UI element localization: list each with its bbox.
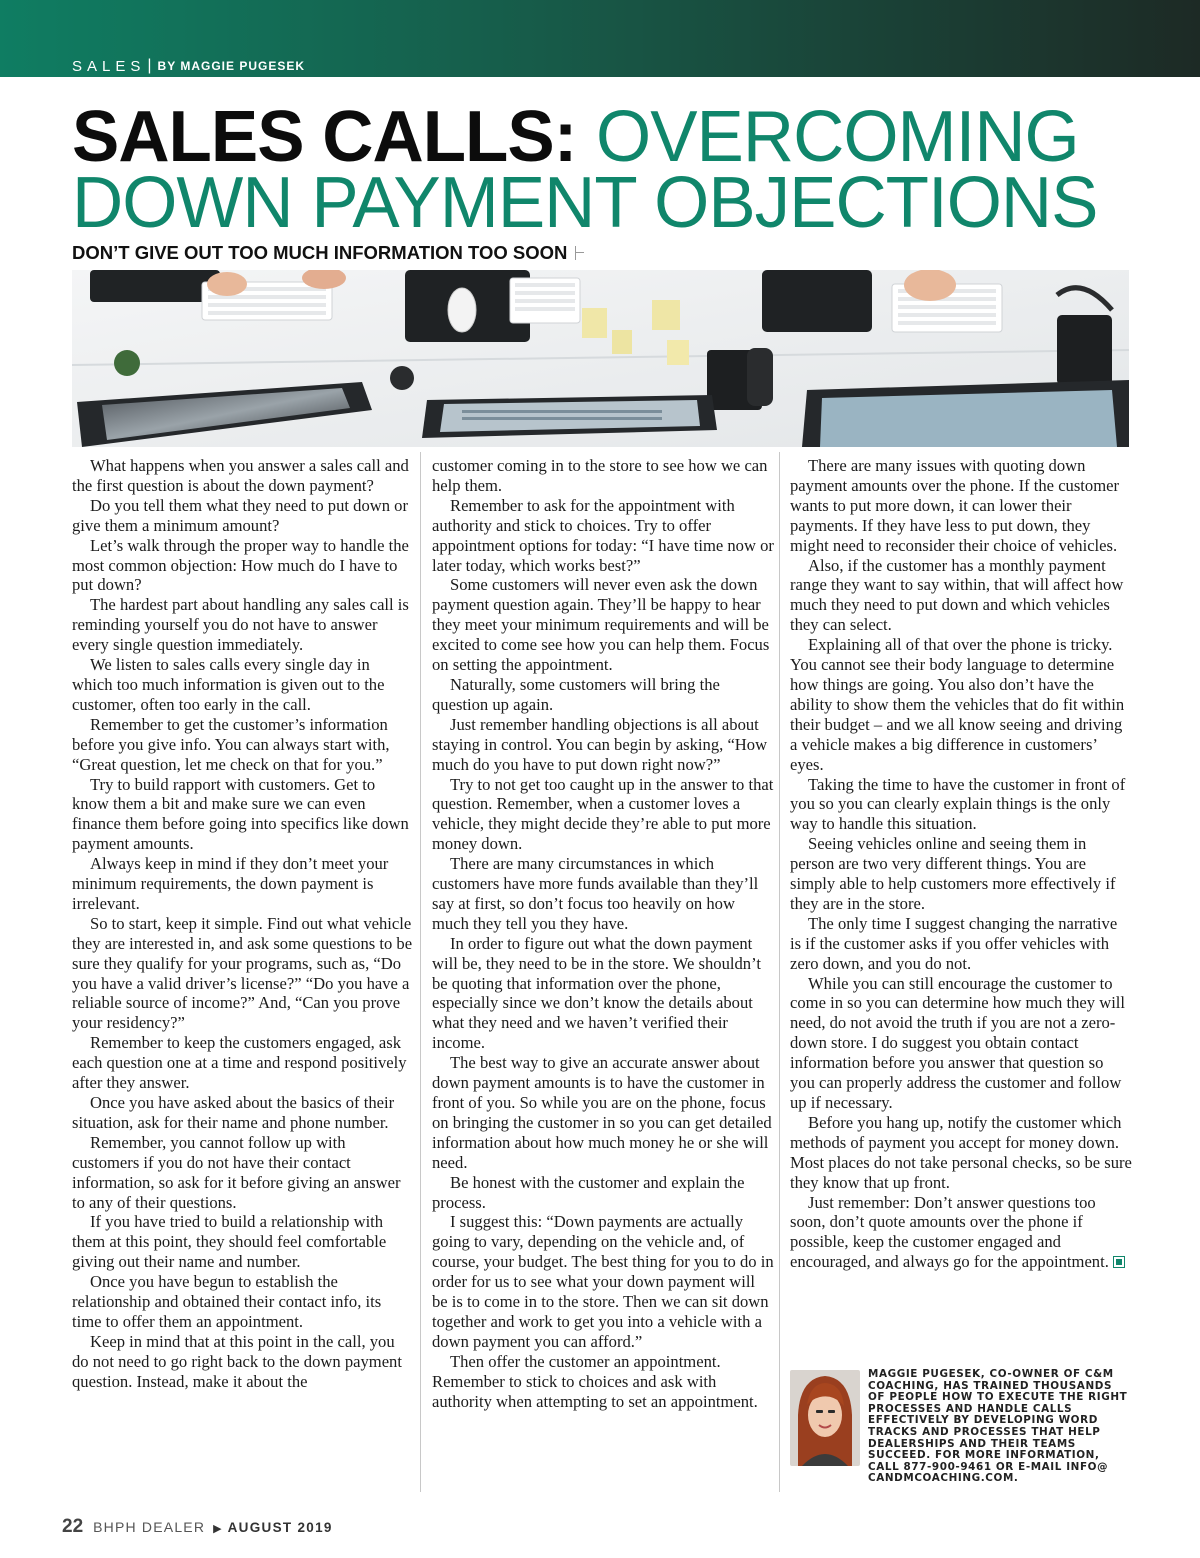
paragraph: If you have tried to build a relationship with them at this point, they should feel comfortable giving out their name and number.	[72, 1212, 387, 1272]
chevron-right-icon: ▶	[213, 1523, 222, 1535]
paragraph: While you can still encourage the customer to come in so you can determine how much they will need, do not avoid the truth if you are not a zero-down store. I do suggest you obtain contact information before you answer that question so you can properly address the customer and follow up if necessary.	[790, 973, 1126, 1112]
magazine-name: BHPH DEALER	[93, 1519, 206, 1535]
paragraph: What happens when you answer a sales call and the first question is about the down payment?	[72, 456, 409, 495]
paragraph: Remember to get the customer’s information before you give info. You can always start with, “Great question, let me check on that for you.”	[72, 714, 390, 774]
paragraph: Naturally, some customers will bring the question up again.	[432, 674, 720, 714]
article-column-1	[72, 456, 414, 1392]
article-subhead	[72, 242, 586, 264]
title-green: OVERCOMING	[596, 97, 1079, 177]
paragraph: Taking the time to have the customer in front of you so you can clearly explain things is the only way to handle this situation.	[790, 774, 1126, 834]
subhead-text: DON’T GIVE OUT TOO MUCH INFORMATION TOO SOON	[72, 242, 568, 263]
section-label	[72, 57, 305, 75]
issue-date: AUGUST 2019	[227, 1520, 333, 1535]
paragraph: So to start, keep it simple. Find out what vehicle they are interested in, and ask some questions to be sure they qualify for your programs, such as, “Do you have a valid driver’s license?” “Do you have a reliable source of income?” And, “Can you prove your residency?”	[72, 913, 413, 1033]
paragraph: The best way to give an accurate answer about down payment amounts is to have the customer in front of you. So while you are on the phone, focus on bringing the customer in so you can get detailed information about how much money he or she will need.	[432, 1053, 772, 1172]
paragraph: There are many issues with quoting down payment amounts over the phone. If the customer wants to put more down, it can lower their payments. If they have less to put down, they might need to reconsider their choice of vehicles.	[790, 456, 1120, 555]
column-rule	[420, 452, 421, 1492]
title-bold: SALES CALLS:	[72, 97, 577, 177]
page-footer	[62, 1516, 333, 1538]
paragraph: Always keep in mind if they don’t meet your minimum requirements, the down payment is irrelevant.	[72, 854, 389, 913]
paragraph: Let’s walk through the proper way to handle the most common objection: How much do I have to put down?	[72, 535, 409, 595]
title-line2: DOWN PAYMENT OBJECTIONS	[72, 163, 1098, 243]
paragraph: Keep in mind that at this point in the call, you do not need to go right back to the down payment question. Instead, make it about the	[72, 1331, 402, 1391]
paragraph: I suggest this: “Down payments are actually going to vary, depending on the vehicle and, of course, your budget. The best thing for you to do in order for us to see what your down payment will be is to come in to the store. Then we can sit down together and work to get you into a vehicle with a down payment you can afford.”	[432, 1212, 774, 1351]
paragraph: Remember, you cannot follow up with customers if you do not have their contact information, so ask for it before giving an answer to any of their questions.	[72, 1132, 401, 1212]
author-headshot	[790, 1370, 860, 1466]
paragraph: Explaining all of that over the phone is tricky. You cannot see their body language to determine how things are going. You also don’t have the ability to show them the vehicles that do fit within their budget – and we all know seeing and driving a vehicle makes a big difference in customers’ eyes.	[790, 635, 1125, 774]
byline: BY MAGGIE PUGESEK	[157, 59, 306, 73]
paragraph: Be honest with the customer and explain the process.	[432, 1172, 745, 1212]
paragraph: The only time I suggest changing the narrative is if the customer asks if you offer vehicles with zero down, and you do not.	[790, 913, 1118, 973]
paragraph-continued: customer coming in to the store to see how we can help them.	[432, 456, 768, 495]
paragraph: There are many circumstances in which customers have more funds available than they’ll say at first, so don’t focus too heavily on how much they tell you they have.	[432, 854, 759, 933]
office-desks-photo	[72, 270, 1129, 447]
paragraph: We listen to sales calls every single day in which too much information is given out to the customer, often too early in the call.	[72, 655, 385, 714]
paragraph-final	[790, 1193, 1132, 1273]
paragraph: Some customers will never even ask the down payment question again. They’ll be happy to hear they meet your minimum requirements and will be excited to come see how you can help them. Focus on setting the appointment.	[432, 575, 770, 675]
article-title	[72, 97, 1098, 243]
end-mark-icon	[1113, 1256, 1125, 1268]
paragraph: Once you have asked about the basics of their situation, ask for their name and phone number.	[72, 1093, 395, 1132]
paragraph: Seeing vehicles online and seeing them in person are two very different things. You are simply able to help customers more effectively if they are in the store.	[790, 834, 1116, 913]
paragraph: Before you hang up, notify the customer which methods of payment you accept for money down. Most places do not take personal checks, so be sure they know that up front.	[790, 1112, 1132, 1192]
author-portrait-icon	[790, 1370, 860, 1466]
paragraph: Once you have begun to establish the relationship and obtained their contact info, its time to offer them an appointment.	[72, 1272, 382, 1331]
paragraph: Remember to keep the customers engaged, ask each question one at a time and respond positively after they answer.	[72, 1033, 407, 1093]
section-divider: |	[147, 57, 152, 74]
author-bio-text: MAGGIE PUGESEK, CO-OWNER OF C&M COACHING, HAS TRAINED THOUSANDS OF PEOPLE HOW TO EXECUTE THE RIGHT PROCESSES AND HANDLE CALLS EFFECTIVELY BY DEVELOPING WORD TRACKS AND PROCESSES THAT HELP DEALERSHIPS AND THEIR TEAMS SUCCEED. FOR MORE INFORMATION, CALL 877-900-9461 OR E-MAIL INFO@ CANDMCOACHING.COM.	[868, 1368, 1128, 1485]
subhead-rule	[575, 246, 586, 260]
paragraph: Do you tell them what they need to put down or give them a minimum amount?	[72, 495, 408, 535]
paragraph: Just remember handling objections is all about staying in control. You can begin by asking, “How much do you have to put down right now?”	[432, 714, 768, 774]
office-photo-illustration	[72, 270, 1129, 447]
section-name: SALES	[72, 57, 146, 75]
paragraph: Remember to ask for the appointment with authority and stick to choices. Try to offer appointment options for today: “I have time now or later today, which works best?”	[432, 495, 774, 575]
paragraph: Try to not get too caught up in the answer to that question. Remember, when a customer loves a vehicle, they might decide they’re able to put more money down.	[432, 774, 774, 854]
paragraph: Then offer the customer an appointment. Remember to stick to choices and ask with authority when attempting to set an appointment.	[432, 1351, 758, 1411]
closing-text: Just remember: Don’t answer questions too soon, don’t quote amounts over the phone if possible, keep the customer engaged and encouraged, and always go for the appointment.	[790, 1192, 1109, 1272]
page-number: 22	[62, 1516, 84, 1537]
article-column-3	[790, 456, 1132, 1272]
paragraph: Also, if the customer has a monthly payment range they want to say within, that will affect how much they need to put down and which vehicles they can select.	[790, 555, 1124, 635]
article-column-2	[432, 456, 774, 1412]
paragraph: Try to build rapport with customers. Get to know them a bit and make sure we can even finance them before going into specifics like down payment amounts.	[72, 774, 409, 854]
paragraph: The hardest part about handling any sales call is reminding yourself you do not have to answer every single question immediately.	[72, 595, 409, 655]
paragraph: In order to figure out what the down payment will be, they need to be in the store. We shouldn’t be quoting that information over the phone, especially since we don’t know the details about what they need and we haven’t verified their income.	[432, 933, 761, 1053]
column-rule	[779, 452, 780, 1492]
